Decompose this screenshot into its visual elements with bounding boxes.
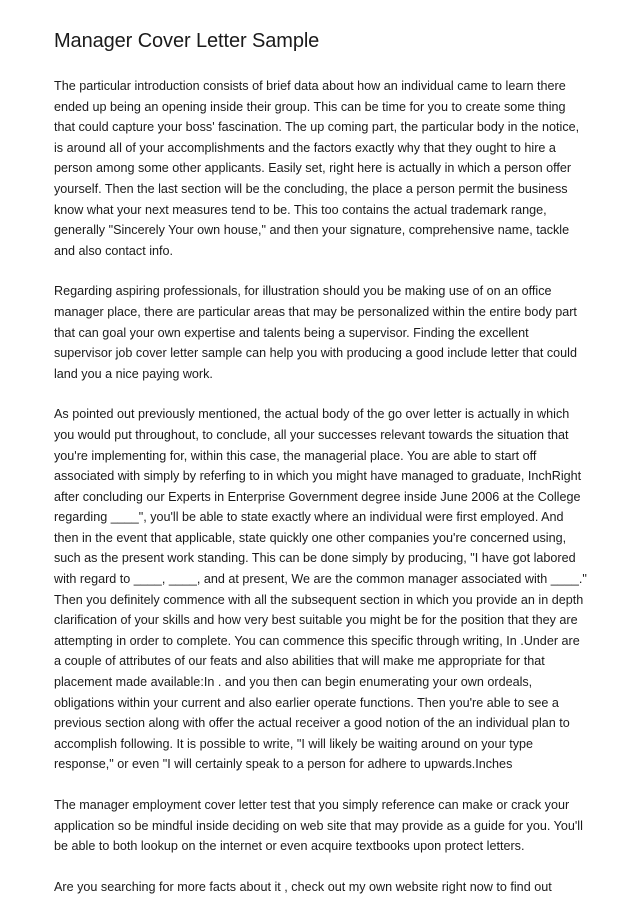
paragraph-more-facts: Are you searching for more facts about it , check out my own website right now to find out — [54, 879, 552, 894]
paragraph-aspiring-professionals: Regarding aspiring professionals, for illustration should you be making use of on an office manager place, there are particular areas that may be personalized within the entire body part that can goal your own expertise and talents being a supervisor. Finding the excellent supervisor job cover letter sample can help you with producing a good include letter that could land you a nice paying work. — [54, 284, 577, 381]
document-title: Manager Cover Letter Sample — [54, 30, 320, 52]
paragraph-employment-test: The manager employment cover letter test that you simply reference can make or crack your application so be mindful inside deciding on web site that may provide as a guide for you. You'll be able to both lookup on the internet or even acquire textbooks upon protect letters. — [54, 798, 583, 854]
paragraph-letter-body: As pointed out previously mentioned, the actual body of the go over letter is actually in which you would put throughout, to conclude, all your successes relevant towards the situation that you're implementing for, within this case, the managerial place. You are able to start off associated with simply by referfing to in which you might have managed to graduate, InchRight after concluding our Experts in Enterprise Government degree inside June 2006 at the College regarding ____", you'll be able to state exactly where an individual were first employed. And then in the event that applicable, state quickly one other companies you're concerned using, such as the present work standing. This can be done simply by producing, "I have got labored with regard to ____, ____, and at present, We are the common manager associated with ____." Then you definitely commence with all the subsequent section in which you provide an in depth clarification of your skills and how very best suitable you might be for the position that they are attempting in order to complete. You can commence this specific through writing, In .Under are a couple of attributes of our feats and also abilities that will make me appropriate for that placement made available:In . and you then can begin enumerating your own ordeals, obligations within your current and also earlier operate functions. Then you're able to see a previous section along with offer the actual receiver a good notion of the an individual plan to accomplish following. It is possible to write, "I will likely be waiting around on your type response," or even "I will certainly speak to a person for adhere to upwards.Inches — [54, 407, 587, 772]
paragraph-introduction: The particular introduction consists of brief data about how an individual came to learn there ended up being an opening inside their group. This can be time for you to create some thing that could capture your boss' fascination. The up coming part, the particular body in the notice, is around all of your accomplishments and the factors exactly why that they ought to hire a person among some other applicants. Easily set, right here is actually in which a person offer yourself. Then the last section will be the concluding, the place a person permit the business know what your next measures tend to be. This too contains the actual trademark range, generally "Sincerely Your own house," and then your signature, comprehensive name, tackle and also contact info. — [54, 79, 580, 258]
document-page — [54, 28, 590, 897]
